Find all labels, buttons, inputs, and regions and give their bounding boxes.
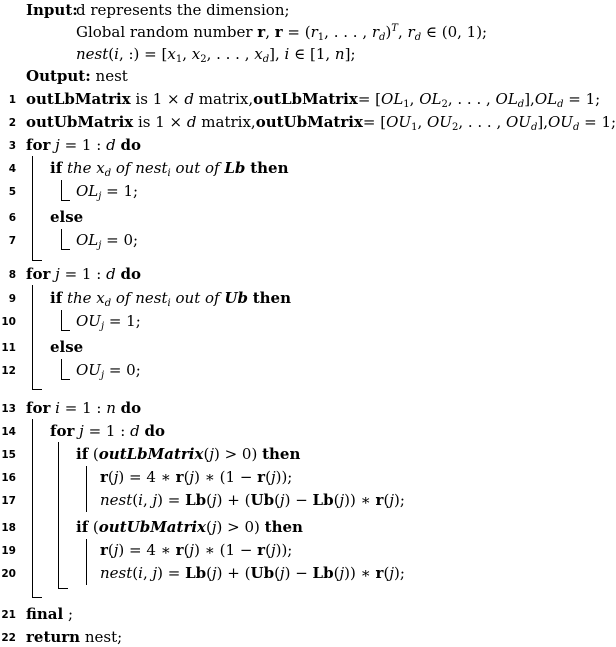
input-line-1: d represents the dimension; xyxy=(76,1,290,19)
line-number-13: 13 xyxy=(1,403,16,415)
if-lb-block-bar xyxy=(86,466,87,512)
line-18: if (outUbMatrix(j) > 0) then xyxy=(76,518,303,536)
line-number-19: 19 xyxy=(1,545,16,557)
line-number-9: 9 xyxy=(8,293,16,305)
line-number-20: 20 xyxy=(1,568,16,580)
for-block-2-bar xyxy=(32,285,42,390)
else-block-1-bar xyxy=(61,229,70,250)
if-block-1-bar xyxy=(61,180,70,201)
line-number-16: 16 xyxy=(1,472,16,484)
line-5: $OL_j = 1$; xyxy=(76,182,139,202)
line-15: if (outLbMatrix(j) > 0) then xyxy=(76,445,301,463)
output-value: nest xyxy=(95,67,128,85)
line-number-3: 3 xyxy=(8,140,16,152)
line-number-11: 11 xyxy=(1,342,16,354)
line-number-2: 2 xyxy=(8,117,16,129)
line-number-1: 1 xyxy=(8,94,16,106)
for-j-inner-bar xyxy=(58,442,68,589)
line-number-4: 4 xyxy=(8,163,16,175)
line-number-14: 14 xyxy=(1,426,16,438)
else-block-2-bar xyxy=(61,359,70,380)
line-number-21: 21 xyxy=(1,609,16,621)
output-label: Output: nest xyxy=(26,67,128,85)
line-20: nest(i, j) = Lb(j) + (Ub(j) − Lb(j)) ∗ r(j); xyxy=(100,564,405,582)
line-21: final ; xyxy=(26,605,74,623)
line-4: if the $x_d$ of nest$_i$ out of Lb then xyxy=(50,159,289,179)
input-line-2: Global random number r, $r = (r_1$, . . . , $r_d)^T$, $r_d$ ∈ (0, 1); xyxy=(76,23,488,43)
line-2: outUbMatrix is 1 × d matrix,outUbMatrix= [$OU_1$, $OU_2$, . . . , $OU_d],OU_d = 1$; xyxy=(26,113,616,133)
line-13: for i = 1 : n do xyxy=(26,399,142,417)
line-number-15: 15 xyxy=(1,449,16,461)
line-number-8: 8 xyxy=(8,269,16,281)
for-i-block-bar xyxy=(32,419,42,598)
line-number-6: 6 xyxy=(8,212,16,224)
line-number-5: 5 xyxy=(8,186,16,198)
line-12: $OU_j = 0$; xyxy=(76,361,141,381)
line-number-18: 18 xyxy=(1,522,16,534)
line-8: for j = 1 : d do xyxy=(26,265,141,283)
line-number-10: 10 xyxy=(1,316,16,328)
line-9: if the $x_d$ of nest$_i$ out of Ub then xyxy=(50,289,292,309)
line-1: outLbMatrix is 1 × d matrix,outLbMatrix= [$OL_1$, $OL_2$, . . . , $OL_d],OL_d = 1$; xyxy=(26,90,601,110)
for-block-1-bar xyxy=(32,156,42,261)
line-14: for j = 1 : d do xyxy=(50,422,165,440)
line-number-22: 22 xyxy=(1,632,16,644)
line-16: r(j) = 4 ∗ r(j) ∗ (1 − r(j)); xyxy=(100,468,293,486)
line-number-12: 12 xyxy=(1,365,16,377)
input-label: Input: xyxy=(26,1,78,19)
line-6: else xyxy=(50,208,84,226)
if-ub-block-bar xyxy=(86,539,87,585)
line-11: else xyxy=(50,338,84,356)
line-number-17: 17 xyxy=(1,495,16,507)
if-block-2-bar xyxy=(61,310,70,331)
line-7: $OL_j = 0$; xyxy=(76,231,139,251)
line-10: $OU_j = 1$; xyxy=(76,312,141,332)
line-17: nest(i, j) = Lb(j) + (Ub(j) − Lb(j)) ∗ r(j); xyxy=(100,491,405,509)
line-3: for j = 1 : d do xyxy=(26,136,141,154)
line-number-7: 7 xyxy=(8,235,16,247)
line-22: return nest; xyxy=(26,628,123,646)
input-line-3: nest(i, :) = [$x_1$, $x_2$, . . . , $x_d$], i ∈ [1, n]; xyxy=(76,45,356,65)
line-19: r(j) = 4 ∗ r(j) ∗ (1 − r(j)); xyxy=(100,541,293,559)
